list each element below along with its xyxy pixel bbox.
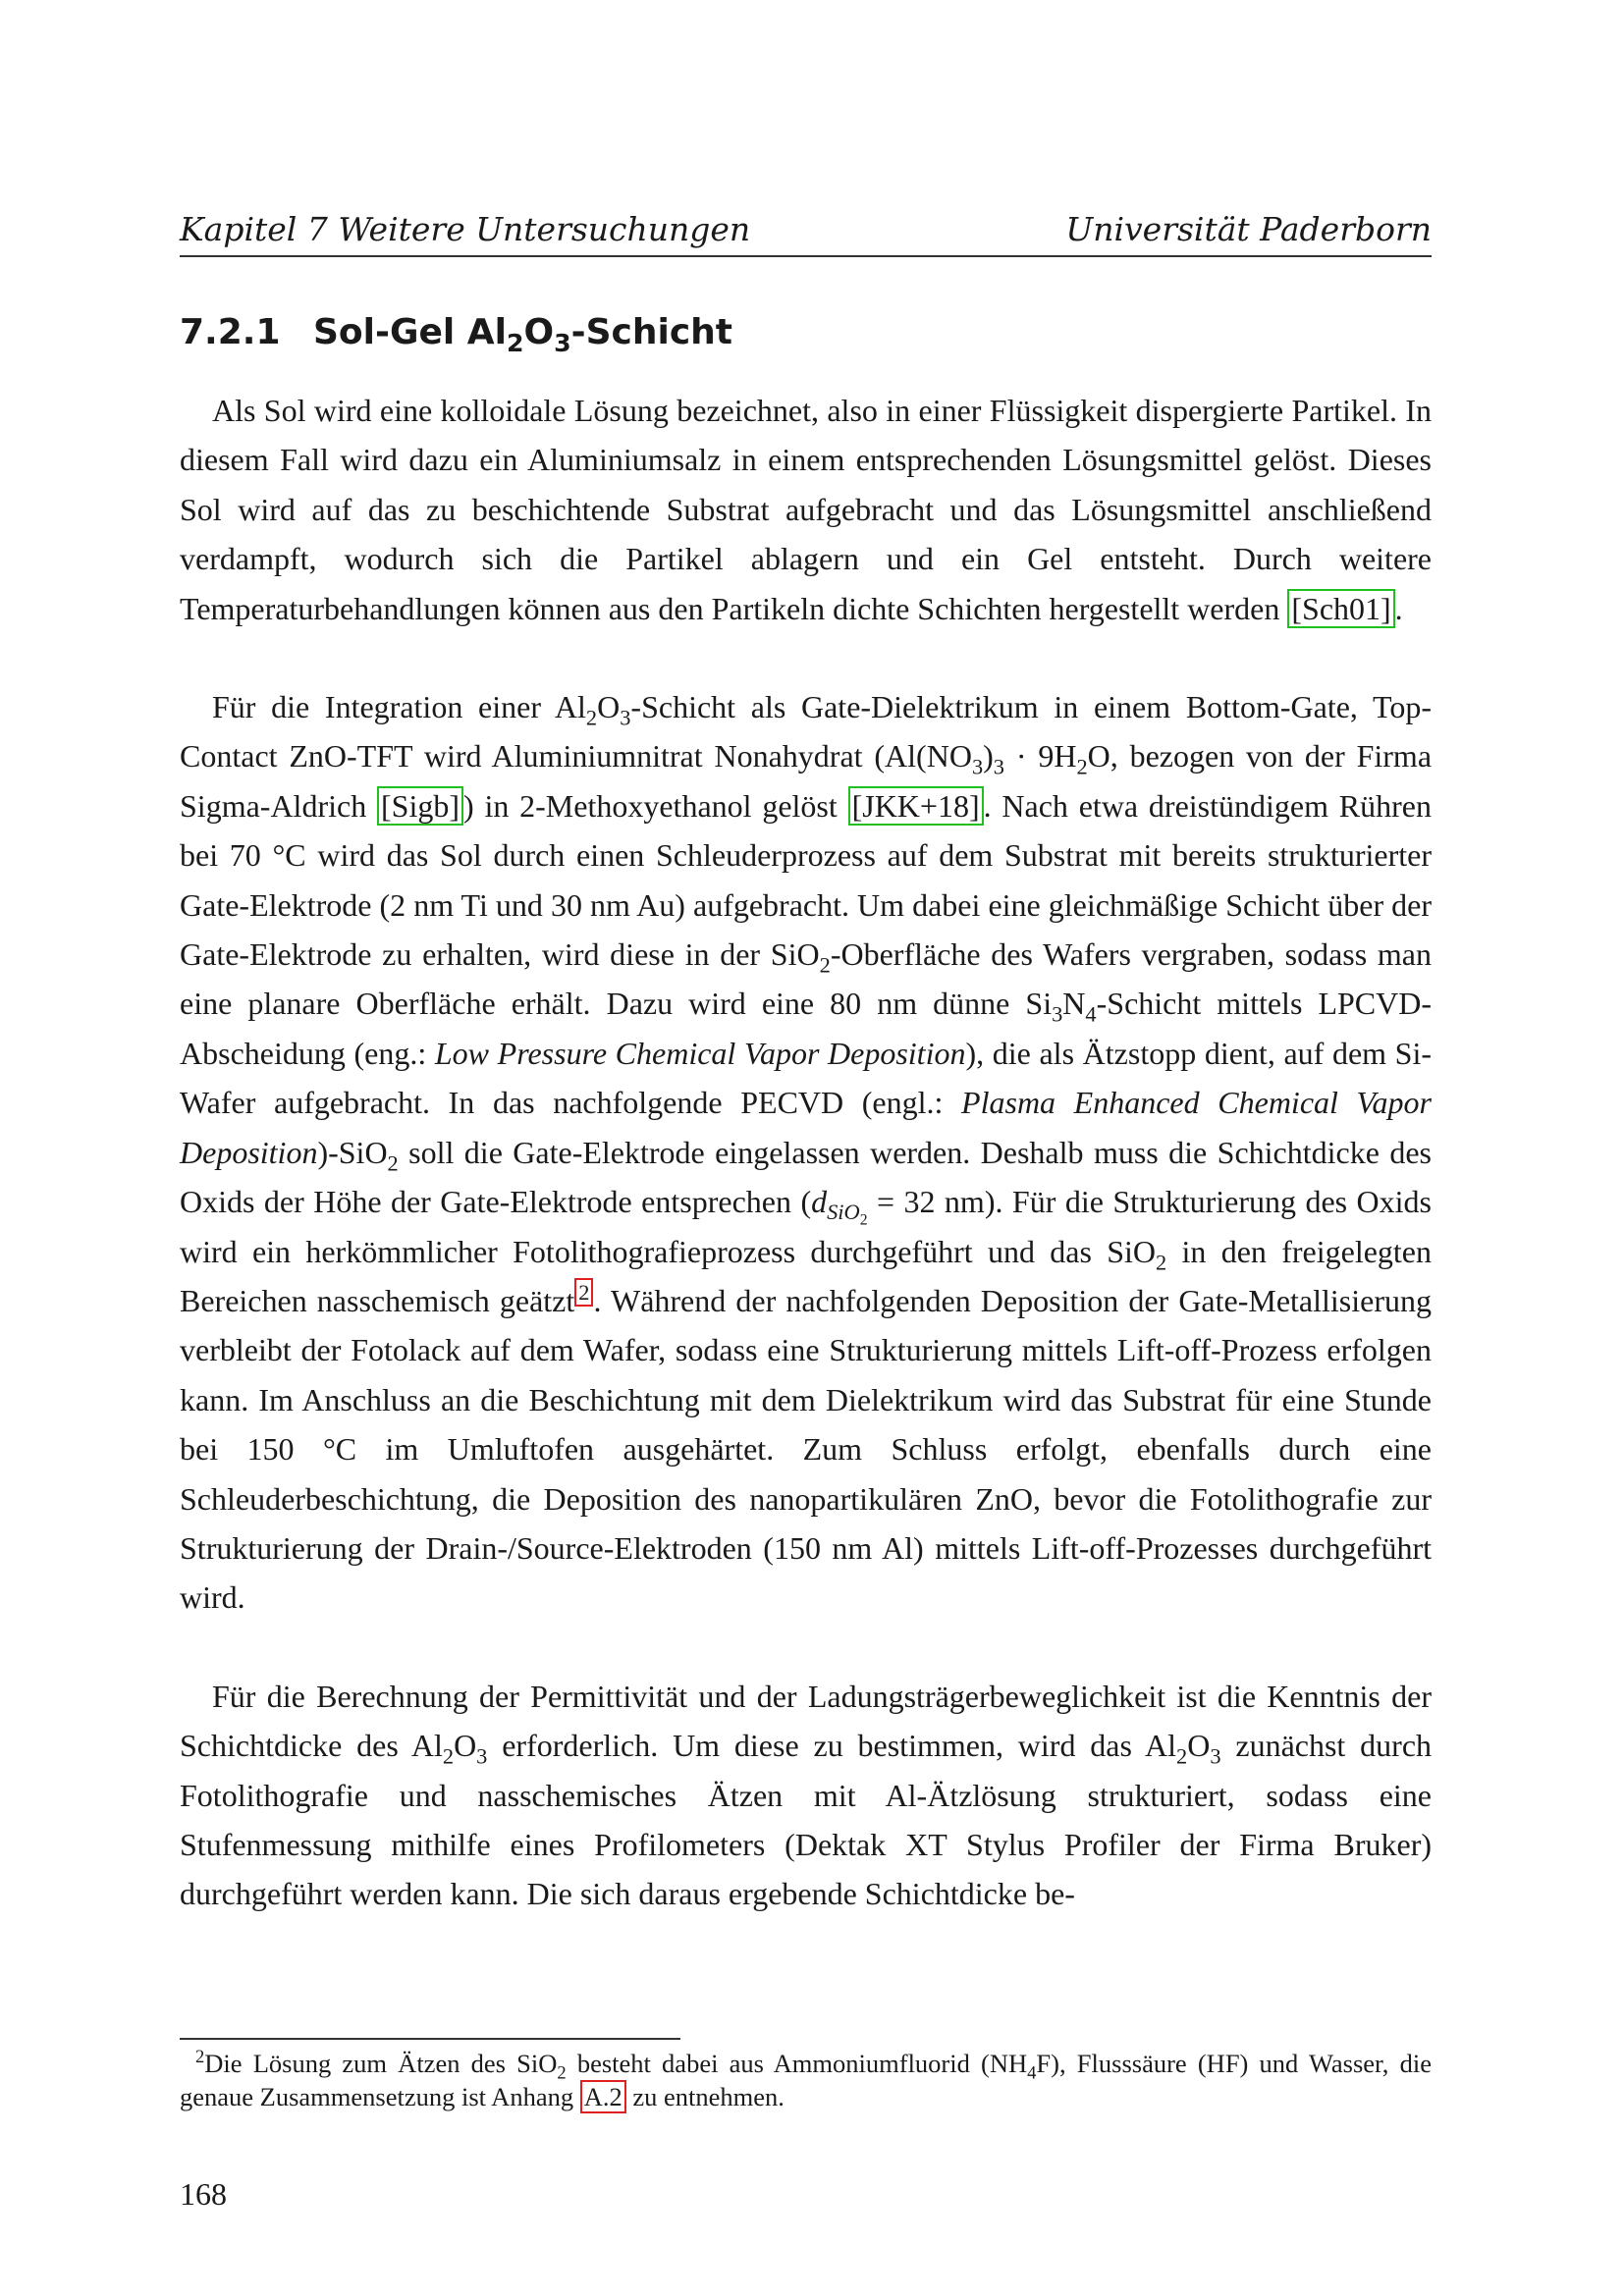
paragraph-2: Für die Integration einer $Al_2O_3$-Schicht als Gate-Dielektrikum in einem Bottom-Gate, Top-Contact ZnO-TFT wird Aluminiumnitrat Nonahydrat ($Al(NO_3)_3 \cdot 9H_2O$, bezogen von der Firma Sigma-Aldrich [Sigb] ) in 2-Methoxyethanol gelöst [JKK+18] . Nach etwa dreistündigem Rühren bei 70 °C wird das Sol durch einen Schleuderprozess auf dem Substrat mit bereits strukturierter Gate-Elektrode (2 nm Ti und 30 nm Au) aufgebracht. Um dabei eine gleichmäßige Schicht über der Gate-Elektrode zu erhalten, wird diese in der SiO$_2$-Oberfläche des Wafers vergraben, sodass man eine planare Oberfläche erhält. Dazu wird eine 80 nm dünne $Si_3N_4$-Schicht mittels LPCVD-Abscheidung (eng.: Low Pressure Chemical Vapor Deposition), die als Ätzstopp dient, auf dem Si-Wafer aufgebracht. In das nachfolgende PECVD (engl.: Plasma Enhanced Chemical Vapor Deposition)-SiO$_2$ soll die Gate-Elektrode eingelassen werden. Deshalb muss die Schichtdicke des Oxids der Höhe der Gate-Elektrode entsprechen ($d_{SiO_2} = 32$ nm). Für die Strukturierung des Oxids wird ein herkömmlicher Fotolithografieprozess durchgeführt und das SiO$_2$ in den freigelegten Bereichen nasschemisch geätzt $^2$ . Während der nachfolgenden Deposition der Gate-Metallisierung verbleibt der Fotolack auf dem Wafer, sodass eine Strukturierung mittels Lift-off-Prozess erfolgen kann. Im Anschluss an die Beschichtung mit dem Dielektrikum wird das Substrat für eine Stunde bei 150 °C im Umluftofen ausgehärtet. Zum Schluss erfolgt, ebenfalls durch eine Schleuderbeschichtung, die Deposition des nanopartikulären ZnO, bevor die Fotolithografie zur Strukturierung der Drain-/Source-Elektroden (150 nm Al) mittels Lift-off-Prozesses durchgeführt wird. (180, 689, 1433, 1616)
citation-sch01[interactable]: [Sch01] (1287, 589, 1394, 628)
section-heading (180, 312, 733, 358)
footnote-mark: 2 (195, 2047, 205, 2068)
paragraph-1: Als Sol wird eine kolloidale Lösung bezeichnet, also in einer Flüssigkeit dispergierte Partikel. In diesem Fall wird dazu ein Aluminiumsalz in einem entsprechenden Lösungsmittel gelöst. Dieses Sol wird auf das zu beschichtende Substrat aufgebracht und das Lösungsmittel anschließend verdampft, wodurch sich die Partikel ablagern und ein Gel entsteht. Durch weitere Temperaturbehandlungen können aus den Partikeln dichte Schichten hergestellt werden [Sch01] . (180, 393, 1432, 626)
header-chapter: Kapitel 7 Weitere Untersuchungen (180, 210, 751, 248)
citation-sigb[interactable]: [Sigb] (377, 786, 463, 826)
body-text (180, 386, 1432, 1919)
footnote-ref-2[interactable]: 2 (574, 1278, 593, 1307)
citation-jkk18[interactable]: [JKK+18] (848, 786, 984, 826)
footnote-2: $^2$Die Lösung zum Ätzen des SiO$_2$ besteht dabei aus Ammoniumfluorid $(NH_4F)$, Flusssäure (HF) und Wasser, die genaue Zusammensetzung ist Anhang A.2 zu entnehmen. (180, 2047, 1432, 2111)
appendix-link-a2[interactable]: A.2 (580, 2080, 626, 2113)
section-number: 7.2.1 (180, 312, 281, 352)
running-header (180, 210, 1432, 257)
section-title: Sol-Gel $Al_2O_3$-Schicht (313, 312, 733, 358)
header-university: Universität Paderborn (1065, 210, 1432, 248)
paragraph-3: Für die Berechnung der Permittivität und der Ladungsträgerbeweglichkeit ist die Kenntnis der Schichtdicke des $Al_2O_3$ erforderlich. Um diese zu bestimmen, wird das $Al_2O_3$ zunächst durch Fotolithografie und nasschemisches Ätzen mit Al-Ätzlösung strukturiert, sodass eine Stufenmessung mithilfe eines Profilometers (Dektak XT Stylus Profiler der Firma Bruker) durchgeführt werden kann. Die sich daraus ergebende Schichtdicke be- (180, 1678, 1433, 1912)
page-number: 168 (180, 2176, 227, 2212)
footnote-divider (180, 2038, 680, 2040)
